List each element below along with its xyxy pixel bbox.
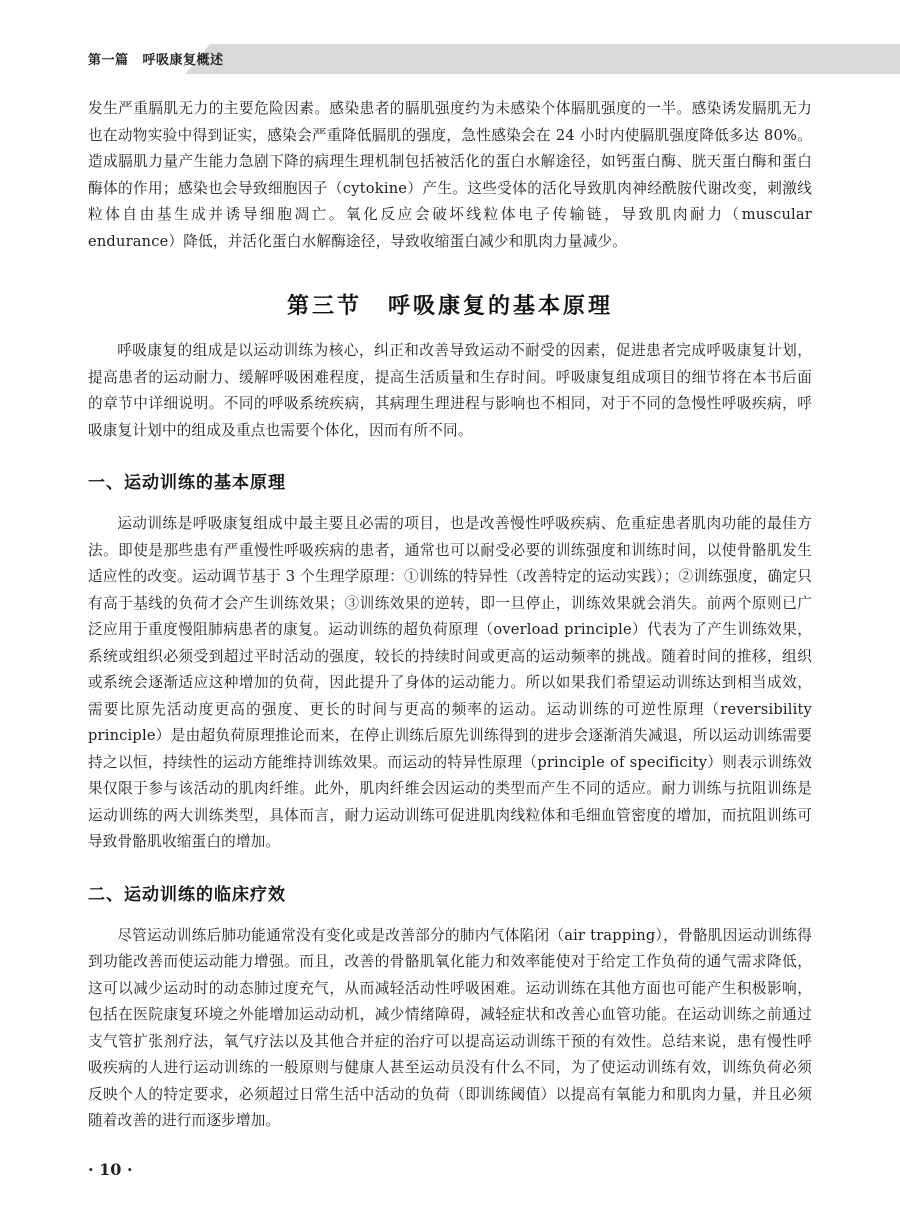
section-heading [88, 289, 812, 320]
page-content [88, 96, 812, 1135]
running-header [88, 49, 224, 68]
subsection-1-title: 一、运动训练的基本原理 [88, 473, 286, 493]
subsection-2-paragraph: 尽管运动训练后肺功能通常没有变化或是改善部分的肺内气体陷闭（air trapping），骨骼肌因运动训练得到功能改善而使运动能力增强。而且，改善的骨骼肌氧化能力和效率能使对于给定工作负荷的通气需求降低，这可以减少运动时的动态肺过度充气，从而减轻活动性呼吸困难。运动训练在其他方面也可能产生积极影响，包括在医院康复环境之外能增加运动动机，减少情绪障碍，减轻症状和改善心血管功能。在运动训练之前通过支气管扩张剂疗法，氧气疗法以及其他合并症的治疗可以提高运动训练干预的有效性。总结来说，患有慢性呼吸疾病的人进行运动训练的一般原则与健康人甚至运动员没有什么不同，为了使运动训练有效，训练负荷必须反映个人的特定要求，必须超过日常生活中活动的负荷（即训练阈值）以提高有氧能力和肌肉力量，并且必须随着改善的进行而逐步增加。 [88, 926, 812, 1129]
intro-paragraph: 发生严重膈肌无力的主要危险因素。感染患者的膈肌强度约为未感染个体膈肌强度的一半。感染诱发膈肌无力也在动物实验中得到证实，感染会严重降低膈肌的强度，急性感染会在 24 小时内使膈肌强度降低多达 80%。造成膈肌力量产生能力急剧下降的病理生理机制包括被活化的蛋白水解途径，如钙蛋白酶、胱天蛋白酶和蛋白酶体的作用；感染也会导致细胞因子（cytokine）产生。这些受体的活化导致肌肉神经酰胺代谢改变，刺激线粒体自由基生成并诱导细胞凋亡。氧化反应会破坏线粒体电子传输链，导致肌肉耐力（muscular endurance）降低，并活化蛋白水解酶途径，导致收缩蛋白减少和肌肉力量减少。 [88, 100, 812, 250]
page-number: · 10 · [88, 1160, 133, 1179]
section-title: 呼吸康复的基本原理 [388, 294, 614, 319]
section-number: 第三节 [286, 294, 362, 319]
section-paragraph: 呼吸康复的组成是以运动训练为核心，纠正和改善导致运动不耐受的因素，促进患者完成呼吸康复计划，提高患者的运动耐力、缓解呼吸困难程度，提高生活质量和生存时间。呼吸康复组成项目的细节将在本书后面的章节中详细说明。不同的呼吸系统疾病，其病理生理进程与影响也不相同，对于不同的急慢性呼吸疾病，呼吸康复计划中的组成及重点也需要个体化，因而有所不同。 [88, 342, 812, 439]
header-part: 第一篇 [88, 53, 129, 68]
subsection-2-title: 二、运动训练的临床疗效 [88, 884, 286, 905]
header-title: 呼吸康复概述 [142, 53, 224, 68]
subsection-1-paragraph: 运动训练是呼吸康复组成中最主要且必需的项目，也是改善慢性呼吸疾病、危重症患者肌肉功能的最佳方法。即使是那些患有严重慢性呼吸疾病的患者，通常也可以耐受必要的训练强度和训练时间，以使骨骼肌发生适应性的改变。运动调节基于 3 个生理学原理：①训练的特异性（改善特定的运动实践）；②训练强度，确定只有高于基线的负荷才会产生训练效果；③训练效果的逆转，即一旦停止，训练效果就会消失。前两个原则已广泛应用于重度慢阻肺病患者的康复。运动训练的超负荷原理（overload principle）代表为了产生训练效果，系统或组织必须受到超过平时活动的强度，较长的持续时间或更高的运动频率的挑战。随着时间的推移，组织或系统会逐渐适应这种增加的负荷，因此提升了身体的运动能力。所以如果我们希望运动训练达到相当成效，需要比原先活动度更高的强度、更长的时间与更高的频率的运动。运动训练的可逆性原理（reversibility principle）是由超负荷原理推论而来，在停止训练后原先训练得到的进步会逐渐消失减退，所以运动训练需要持之以恒，持续性的运动方能维持训练效果。而运动的特异性原理（principle of specificity）则表示训练效果仅限于参与该活动的肌肉纤维。此外，肌肉纤维会因运动的类型而产生不同的适应。耐力训练与抗阻训练是运动训练的两大训练类型，具体而言，耐力运动训练可促进肌肉线粒体和毛细血管密度的增加，而抗阻训练可导致骨骼肌收缩蛋白的增加。 [88, 515, 812, 850]
